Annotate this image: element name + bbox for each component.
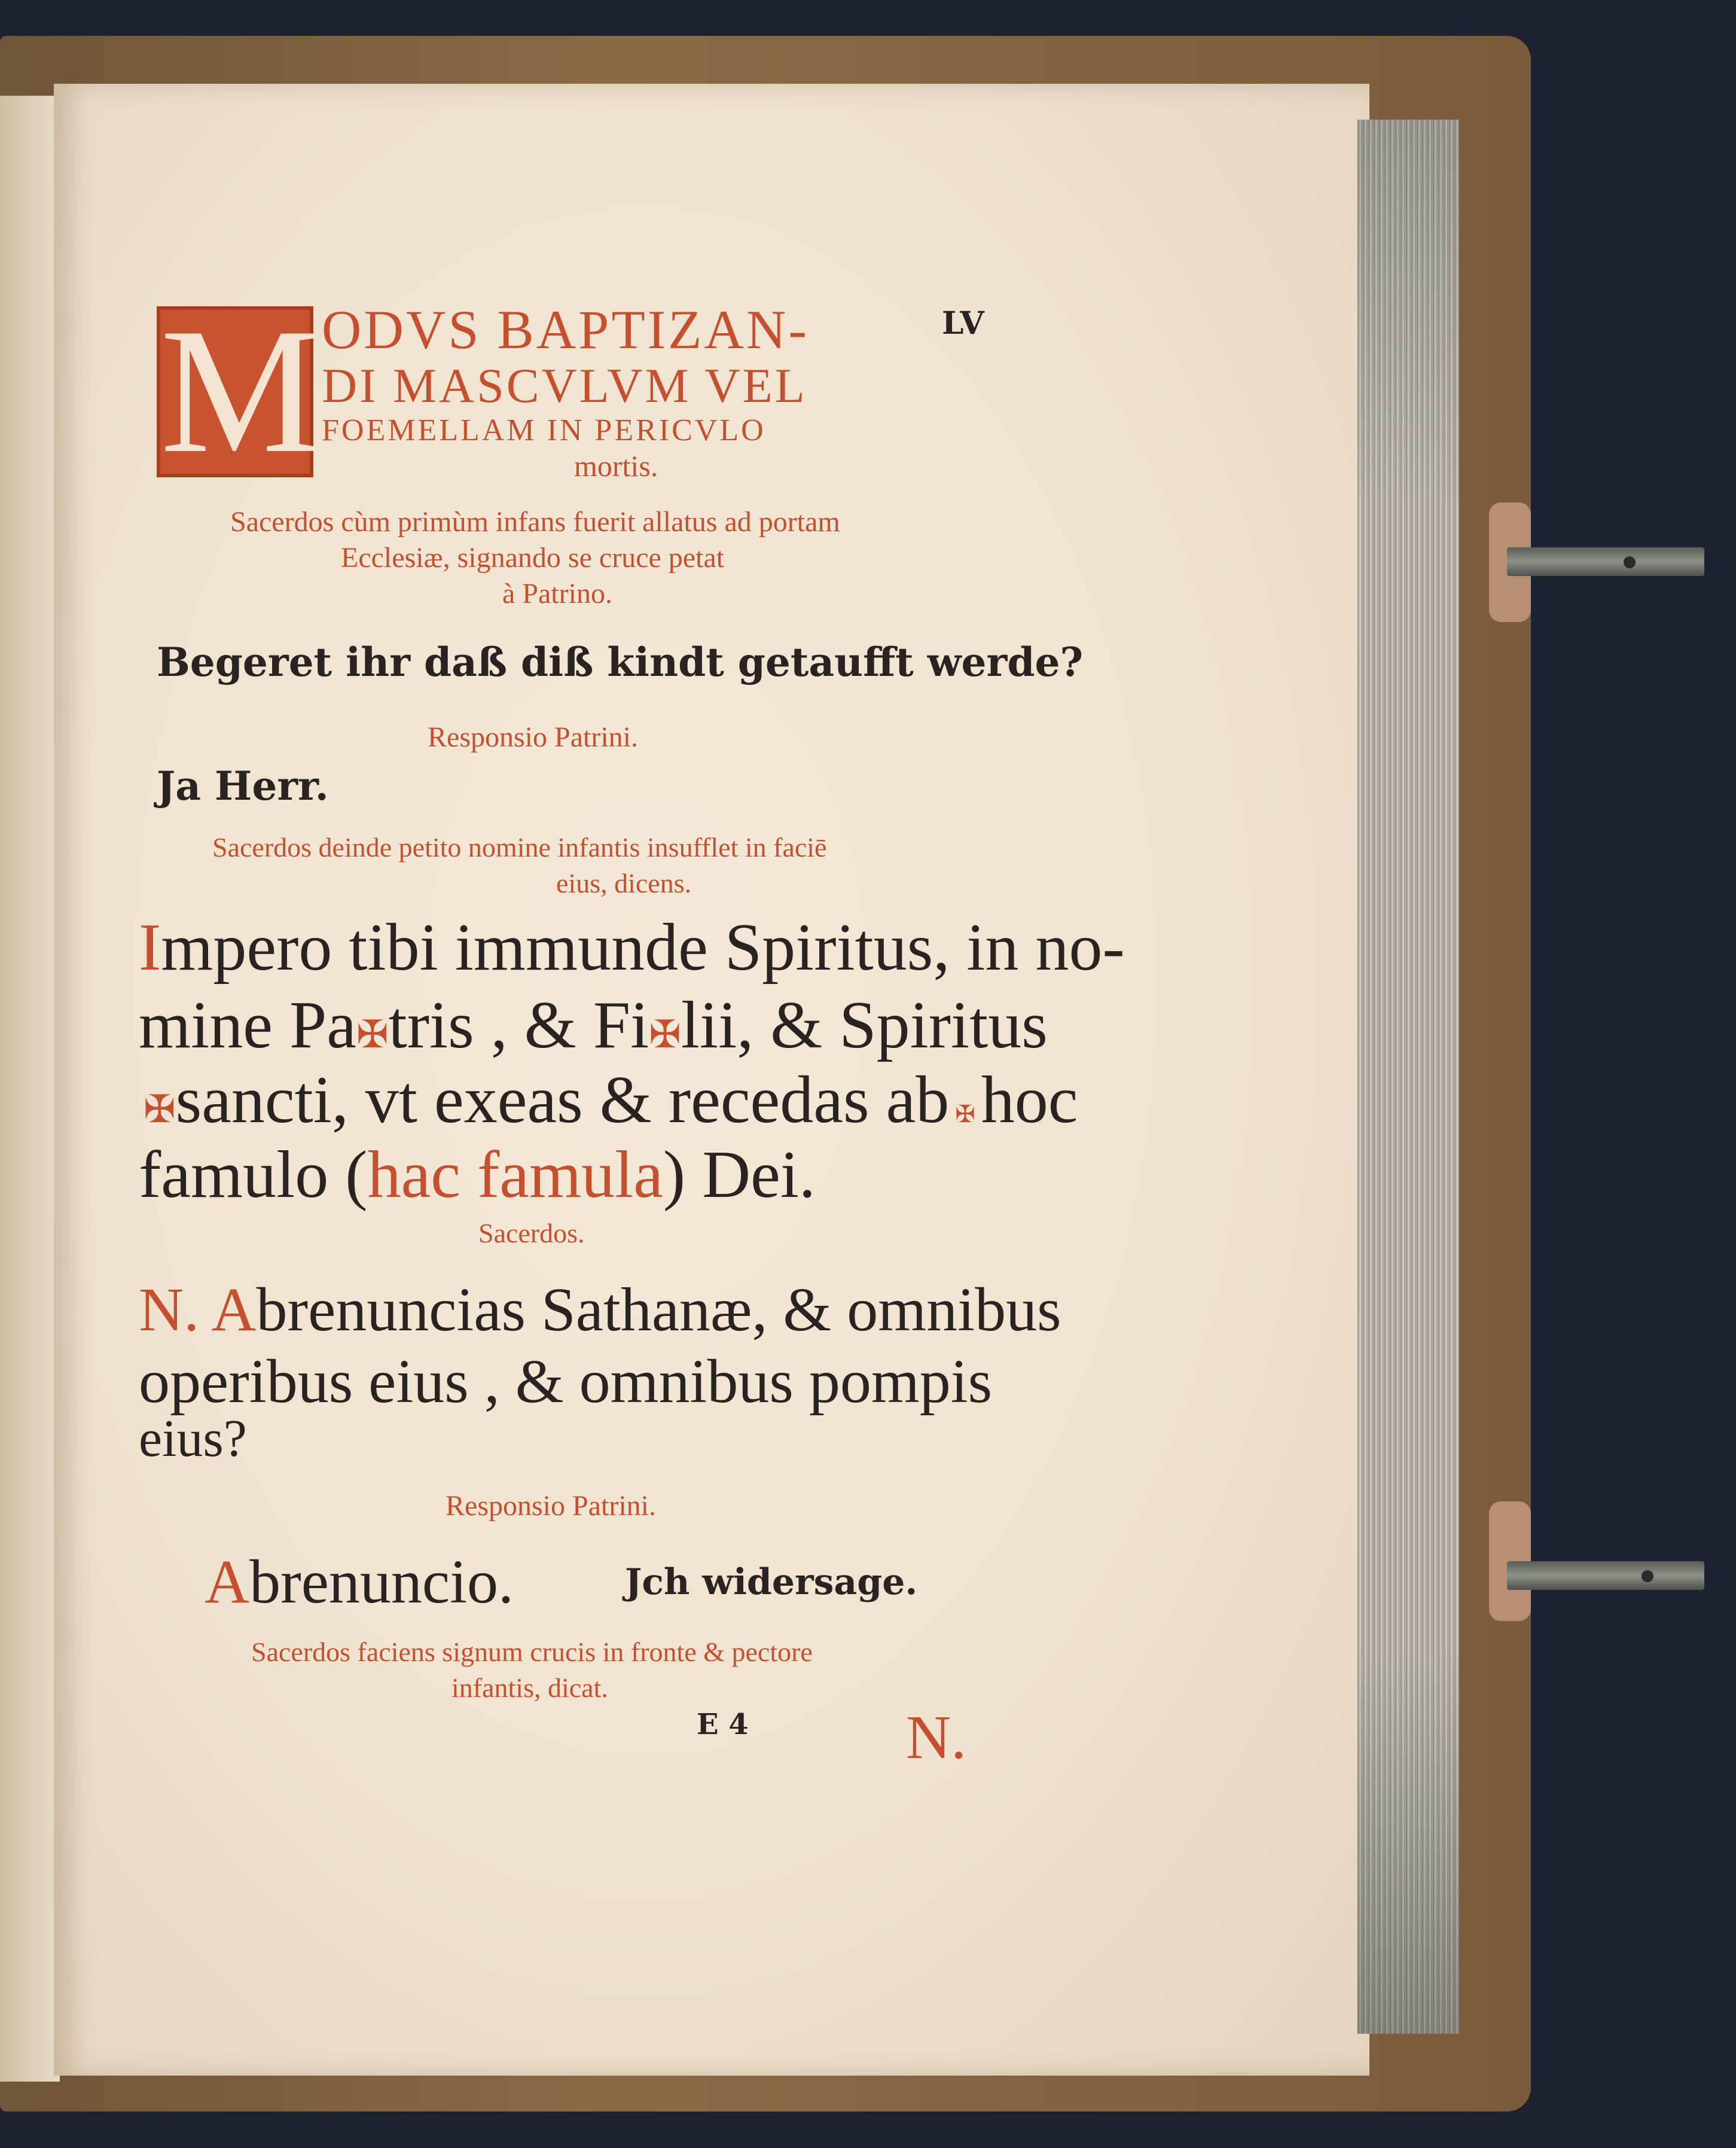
heading-line-2: DI MASCVLVM VEL [322, 358, 807, 413]
response-label-2: Responsio Patrini. [446, 1490, 657, 1522]
heading-line-1: ODVS BAPTIZAN- [322, 299, 809, 360]
fore-edge-shade [1357, 120, 1459, 2034]
rubric-1-line-3: à Patrino. [502, 578, 612, 610]
cross-icon: ✠ [144, 1088, 176, 1131]
answer-german: Jch widersage. [625, 1561, 918, 1603]
rubric-3-line-2: infantis, dicat. [451, 1672, 608, 1703]
heading-line-3: FOEMELLAM IN PERICVLO [322, 413, 766, 447]
rubric-1-line-1: Sacerdos cùm primùm infans fuerit allatus ad portam [230, 506, 840, 538]
exorcism-text-4a: famulo ( [139, 1138, 368, 1212]
rubric-2-line-1: Sacerdos deinde petito nomine infantis insufflet in faciē [212, 832, 827, 863]
cross-icon: ✠ [649, 1013, 681, 1056]
clasp-pin-upper [1624, 556, 1636, 568]
renunciation-text-1: brenuncias Sathanæ, & omnibus [256, 1275, 1061, 1344]
answer-latin [205, 1546, 514, 1617]
german-question: Begeret ihr daß diß kindt getaufft werde? [157, 639, 1084, 685]
exorcism-initial: I [139, 910, 161, 985]
renunciation-line-1 [139, 1274, 1061, 1345]
sacerdos-label: Sacerdos. [478, 1218, 585, 1248]
exorcism-text-3a: sancti, vt exeas & recedas ab [175, 1063, 950, 1137]
exorcism-line-3 [144, 1062, 1078, 1139]
exorcism-text-2c: lii, & Spiritus [681, 988, 1048, 1062]
renunciation-line-2: operibus eius , & omnibus pompis [139, 1347, 993, 1416]
decorated-initial [157, 291, 320, 490]
answer-latin-text: brenuncio. [249, 1547, 514, 1616]
exorcism-text-3b: hoc [981, 1063, 1078, 1137]
heading-line-4: mortis. [574, 449, 658, 483]
folio-number: LV [942, 305, 984, 342]
small-cross-icon: ✠ [949, 1101, 981, 1128]
clasp-strap-upper [1507, 547, 1704, 576]
exorcism-feminine-alt: hac famula [367, 1138, 663, 1212]
exorcism-line-1 [139, 909, 1125, 986]
initial-letter: M [160, 291, 320, 490]
clasp-pin-lower [1642, 1570, 1653, 1582]
renunciation-initial: N. A [139, 1275, 257, 1344]
exorcism-line-2 [139, 987, 1048, 1064]
exorcism-line-4 [139, 1137, 816, 1214]
rubric-2-line-2: eius, dicens. [556, 868, 692, 898]
cross-icon: ✠ [356, 1013, 389, 1056]
rubric-3-line-1: Sacerdos faciens signum crucis in fronte & pectore [251, 1637, 813, 1667]
renunciation-line-3: eius? [139, 1410, 247, 1468]
clasp-strap-lower [1507, 1561, 1704, 1590]
response-label-1: Responsio Patrini. [428, 721, 639, 753]
rubric-1-line-2: Ecclesiæ, signando se cruce petat [341, 542, 725, 574]
exorcism-text-1: mpero tibi immunde Spiritus, in no- [161, 910, 1125, 985]
exorcism-text-2a: mine Pa [139, 988, 356, 1062]
german-answer: Ja Herr. [157, 763, 329, 809]
exorcism-text-2b: tris , & Fi [388, 988, 649, 1062]
left-page-edge [0, 96, 60, 2082]
exorcism-text-4b: ) Dei. [663, 1138, 816, 1212]
answer-latin-initial: A [205, 1547, 250, 1616]
catchword: N. [906, 1703, 967, 1772]
signature-mark: E 4 [697, 1708, 749, 1741]
